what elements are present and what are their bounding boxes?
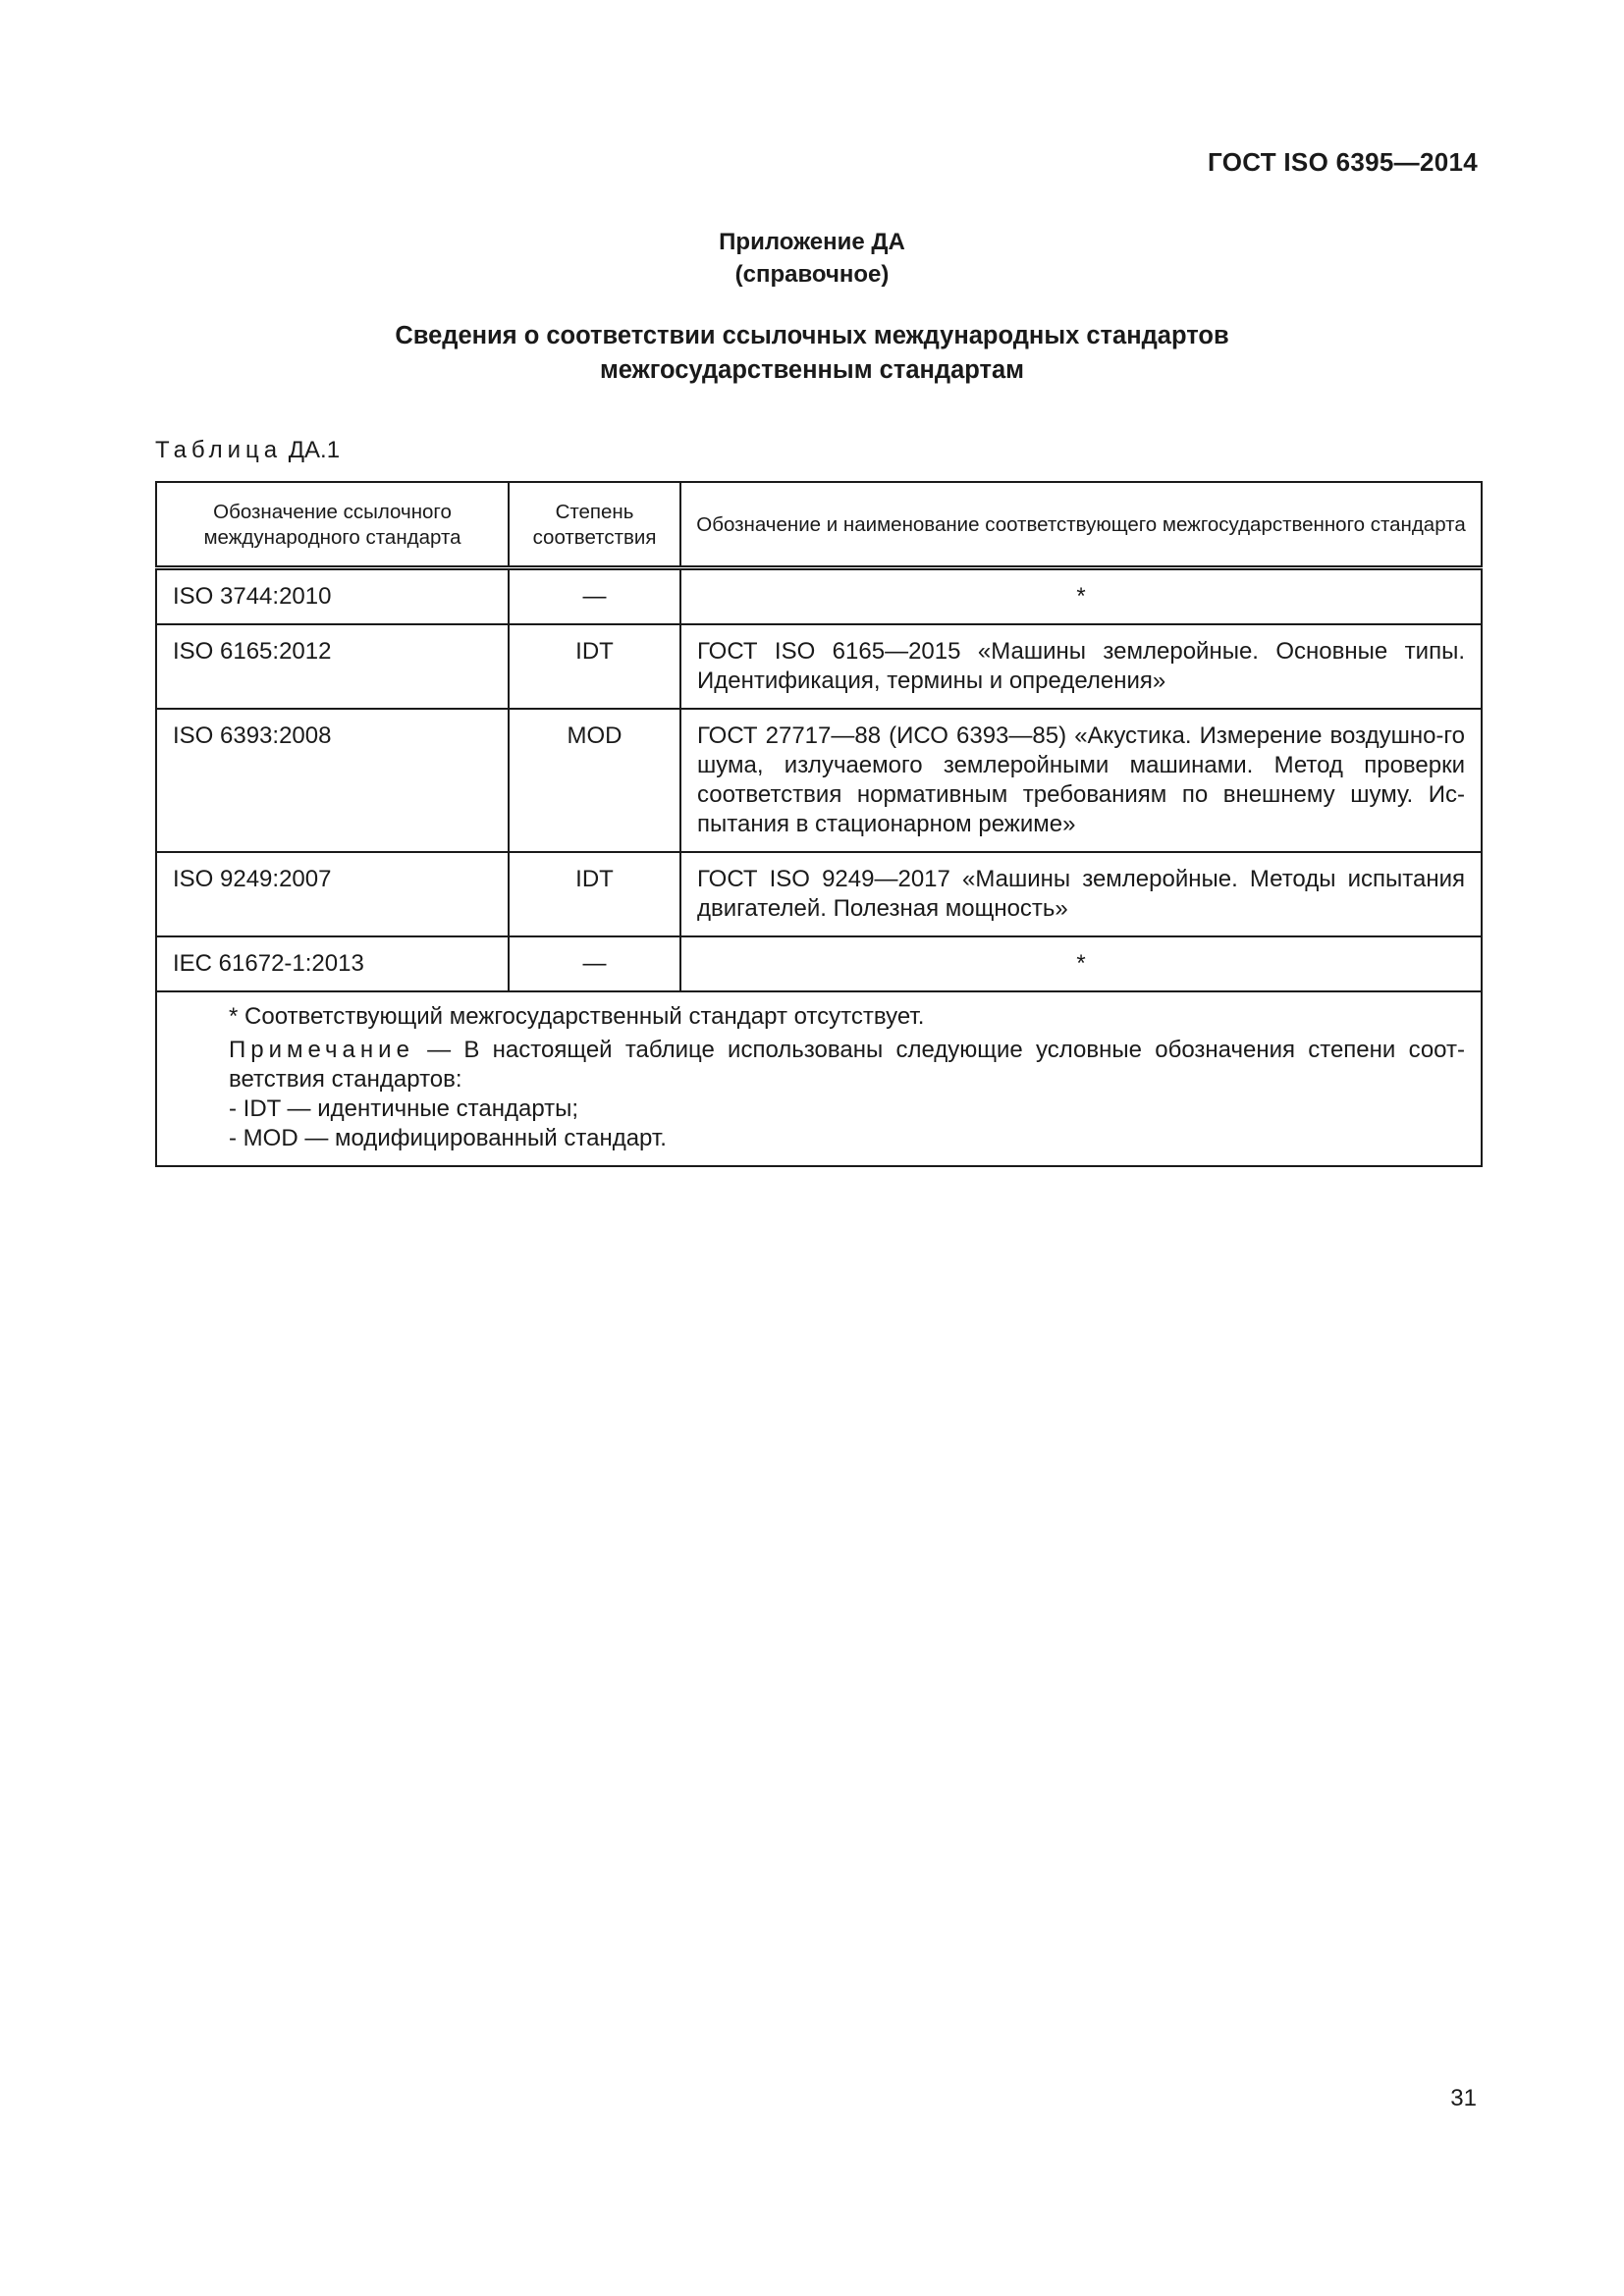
table-header-row bbox=[156, 482, 1482, 568]
table-caption bbox=[155, 437, 340, 464]
standards-table bbox=[155, 481, 1483, 1167]
cell-standard: IEC 61672-1:2013 bbox=[156, 936, 509, 991]
cell-degree: — bbox=[509, 936, 680, 991]
cell-degree: MOD bbox=[509, 709, 680, 852]
table-notes-row bbox=[156, 991, 1482, 1166]
appendix-heading bbox=[0, 226, 1624, 291]
table-row bbox=[156, 624, 1482, 709]
section-title bbox=[0, 319, 1624, 388]
section-title-line-1: Сведения о соответствии ссылочных международных стандартов bbox=[395, 322, 1229, 349]
table-row bbox=[156, 936, 1482, 991]
note-text: — В настоящей таблице использованы следующие условные обозначения степени соот-ветствия стандартов: bbox=[229, 1037, 1465, 1093]
note-label: Примечание bbox=[229, 1037, 414, 1063]
footnote: * Соответствующий межгосударственный стандарт отсутствует. bbox=[229, 1003, 925, 1030]
cell-name: * bbox=[680, 568, 1482, 625]
appendix-subtitle: (справочное) bbox=[734, 261, 890, 288]
column-header-name: Обозначение и наименование соответствующего межгосударственного стандарта bbox=[680, 482, 1482, 568]
cell-standard: ISO 6393:2008 bbox=[156, 709, 509, 852]
cell-degree: — bbox=[509, 568, 680, 625]
note-paragraph bbox=[173, 1036, 1465, 1095]
cell-standard: ISO 6165:2012 bbox=[156, 624, 509, 709]
table-notes bbox=[156, 991, 1482, 1166]
table-row bbox=[156, 709, 1482, 852]
note-item-mod: - MOD — модифицированный стандарт. bbox=[229, 1125, 667, 1151]
appendix-title: Приложение ДА bbox=[719, 229, 905, 255]
cell-standard: ISO 9249:2007 bbox=[156, 852, 509, 936]
table-caption-word: Таблица bbox=[155, 437, 283, 463]
cell-standard: ISO 3744:2010 bbox=[156, 568, 509, 625]
cell-name: ГОСТ ISO 6165—2015 «Машины землеройные. Основные типы. Идентификация, термины и определения» bbox=[680, 624, 1482, 709]
page-number: 31 bbox=[1450, 2085, 1477, 2111]
cell-name: ГОСТ ISO 9249—2017 «Машины землеройные. Методы испытания двигателей. Полезная мощность» bbox=[680, 852, 1482, 936]
cell-degree: IDT bbox=[509, 852, 680, 936]
document-code: ГОСТ ISO 6395—2014 bbox=[1208, 147, 1478, 177]
cell-name: * bbox=[680, 936, 1482, 991]
table-row bbox=[156, 852, 1482, 936]
column-header-standard: Обозначение ссылочного международного стандарта bbox=[156, 482, 509, 568]
column-header-degree: Степень соответствия bbox=[509, 482, 680, 568]
cell-name: ГОСТ 27717—88 (ИСО 6393—85) «Акустика. Измерение воздушно-го шума, излучаемого землеройными машинами. Метод проверки соответствия нормативным требованиям по внешнему шуму. Ис-пытания в стационарном режиме» bbox=[680, 709, 1482, 852]
table-caption-id: ДА.1 bbox=[288, 437, 341, 463]
cell-degree: IDT bbox=[509, 624, 680, 709]
section-title-line-2: межгосударственным стандартам bbox=[599, 356, 1025, 384]
table-row bbox=[156, 568, 1482, 625]
note-item-idt: - IDT — идентичные стандарты; bbox=[229, 1095, 579, 1122]
